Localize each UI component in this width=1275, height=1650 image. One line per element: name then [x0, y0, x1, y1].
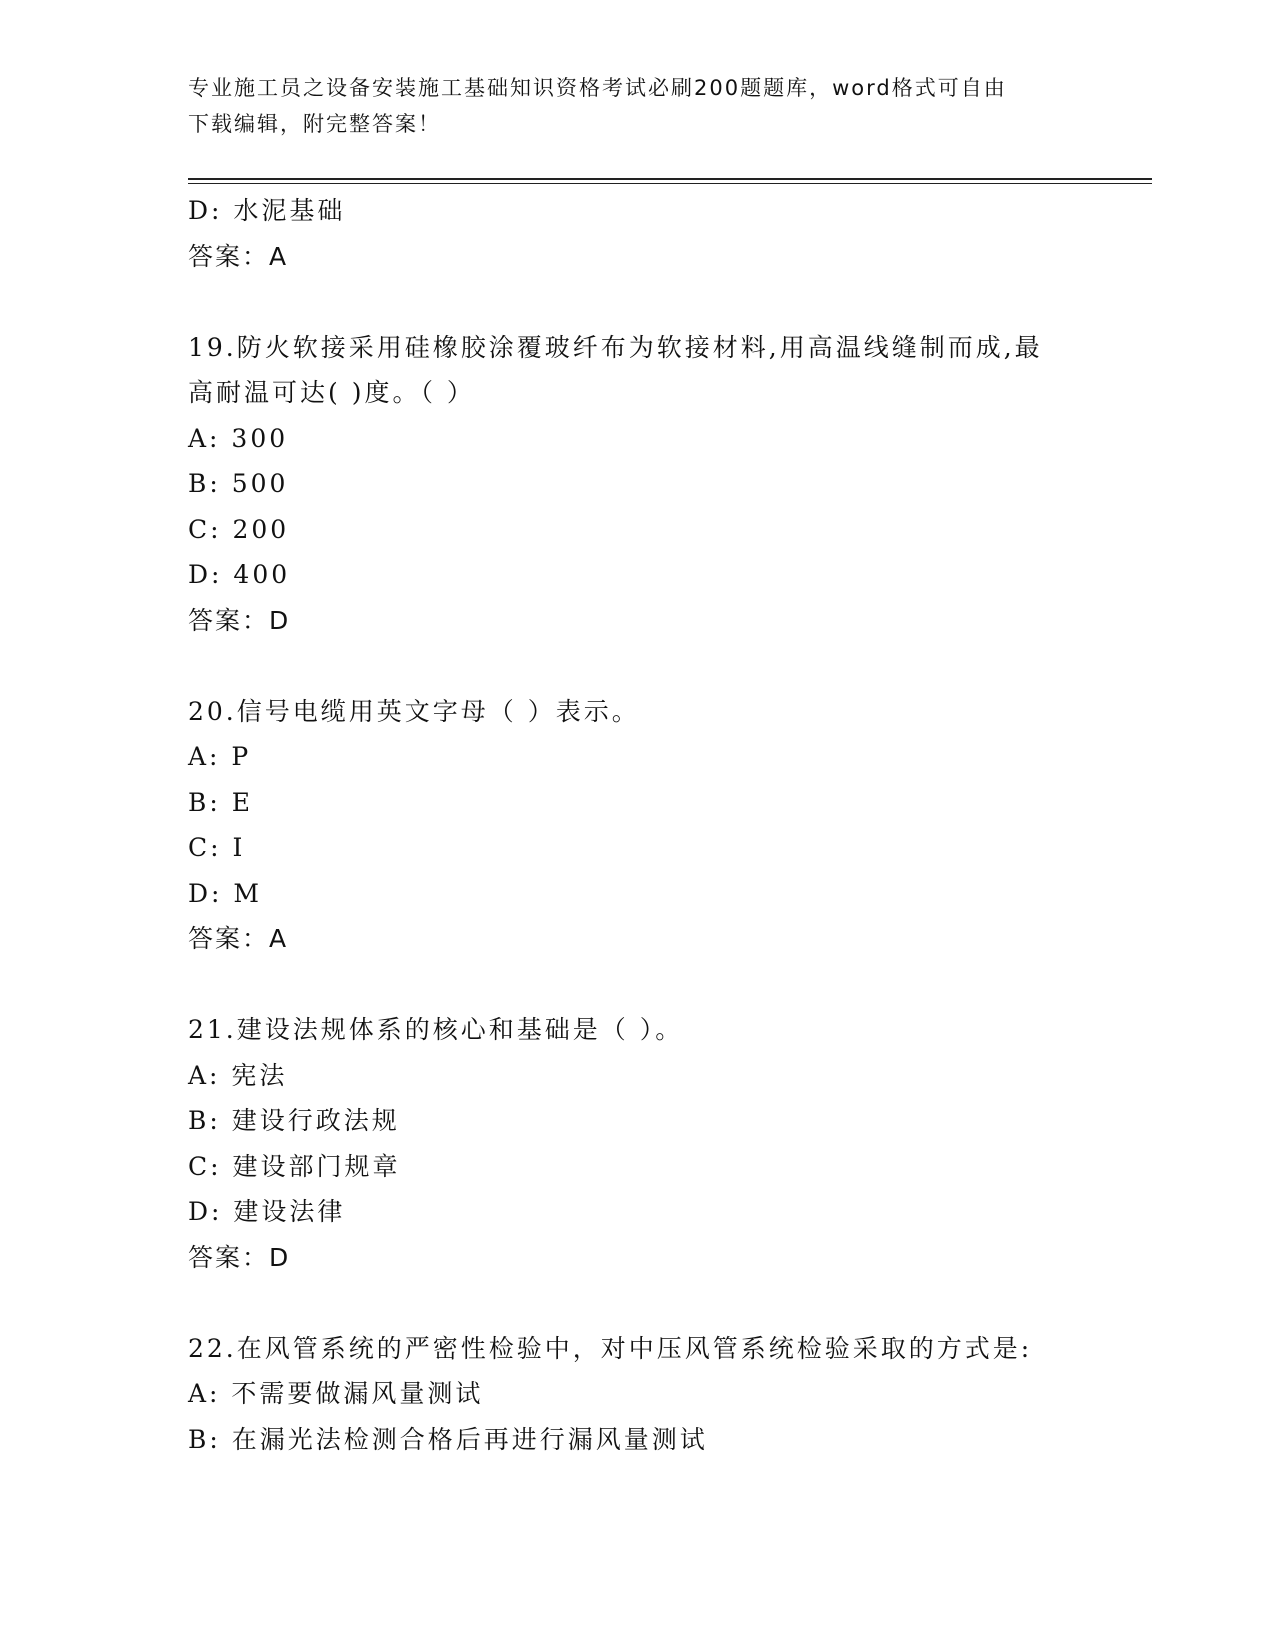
header-divider-thick — [188, 178, 1152, 180]
previous-question-tail — [188, 188, 1108, 279]
option-b: B: 建设行政法规 — [188, 1106, 400, 1135]
header-line-1: 专业施工员之设备安装施工基础知识资格考试必刷200题题库，word格式可自由 — [188, 76, 1007, 100]
question-21 — [188, 1007, 1108, 1280]
option-d: D: 400 — [188, 560, 291, 589]
question-stem-line-2: 高耐温可达( )度。（ ） — [188, 378, 475, 407]
option-c: C: I — [188, 833, 246, 862]
answer: 答案：A — [188, 241, 289, 271]
option-b: B: E — [188, 787, 253, 817]
question-19 — [188, 325, 1108, 644]
header-line-2: 下载编辑，附完整答案！ — [188, 112, 441, 136]
answer: 答案：D — [188, 1242, 291, 1272]
question-stem-line-1: 19.防火软接采用硅橡胶涂覆玻纤布为软接材料,用高温线缝制而成,最 — [188, 332, 1043, 362]
question-stem: 21.建设法规体系的核心和基础是（ ）。 — [188, 1015, 684, 1044]
header-divider-thin — [188, 183, 1152, 184]
option-a: A: 宪法 — [188, 1060, 288, 1090]
option-b: B: 500 — [188, 469, 289, 498]
question-22 — [188, 1326, 1108, 1463]
question-20 — [188, 689, 1108, 962]
option-d: D: 水泥基础 — [188, 196, 346, 225]
option-a: A: P — [188, 742, 252, 771]
option-b: B: 在漏光法检测合格后再进行漏风量测试 — [188, 1424, 708, 1454]
answer: 答案：D — [188, 605, 291, 635]
document-body — [188, 188, 1108, 1462]
question-stem: 20.信号电缆用英文字母（ ）表示。 — [188, 696, 640, 726]
answer: 答案：A — [188, 924, 289, 953]
option-d: D: 建设法律 — [188, 1197, 346, 1226]
option-a: A: 300 — [188, 423, 289, 453]
option-c: C: 建设部门规章 — [188, 1151, 401, 1181]
option-c: C: 200 — [188, 514, 290, 544]
option-a: A: 不需要做漏风量测试 — [188, 1379, 484, 1408]
option-d: D: M — [188, 878, 263, 908]
question-stem: 22.在风管系统的严密性检验中，对中压风管系统检验采取的方式是: — [188, 1333, 1033, 1363]
document-header — [188, 70, 1068, 142]
